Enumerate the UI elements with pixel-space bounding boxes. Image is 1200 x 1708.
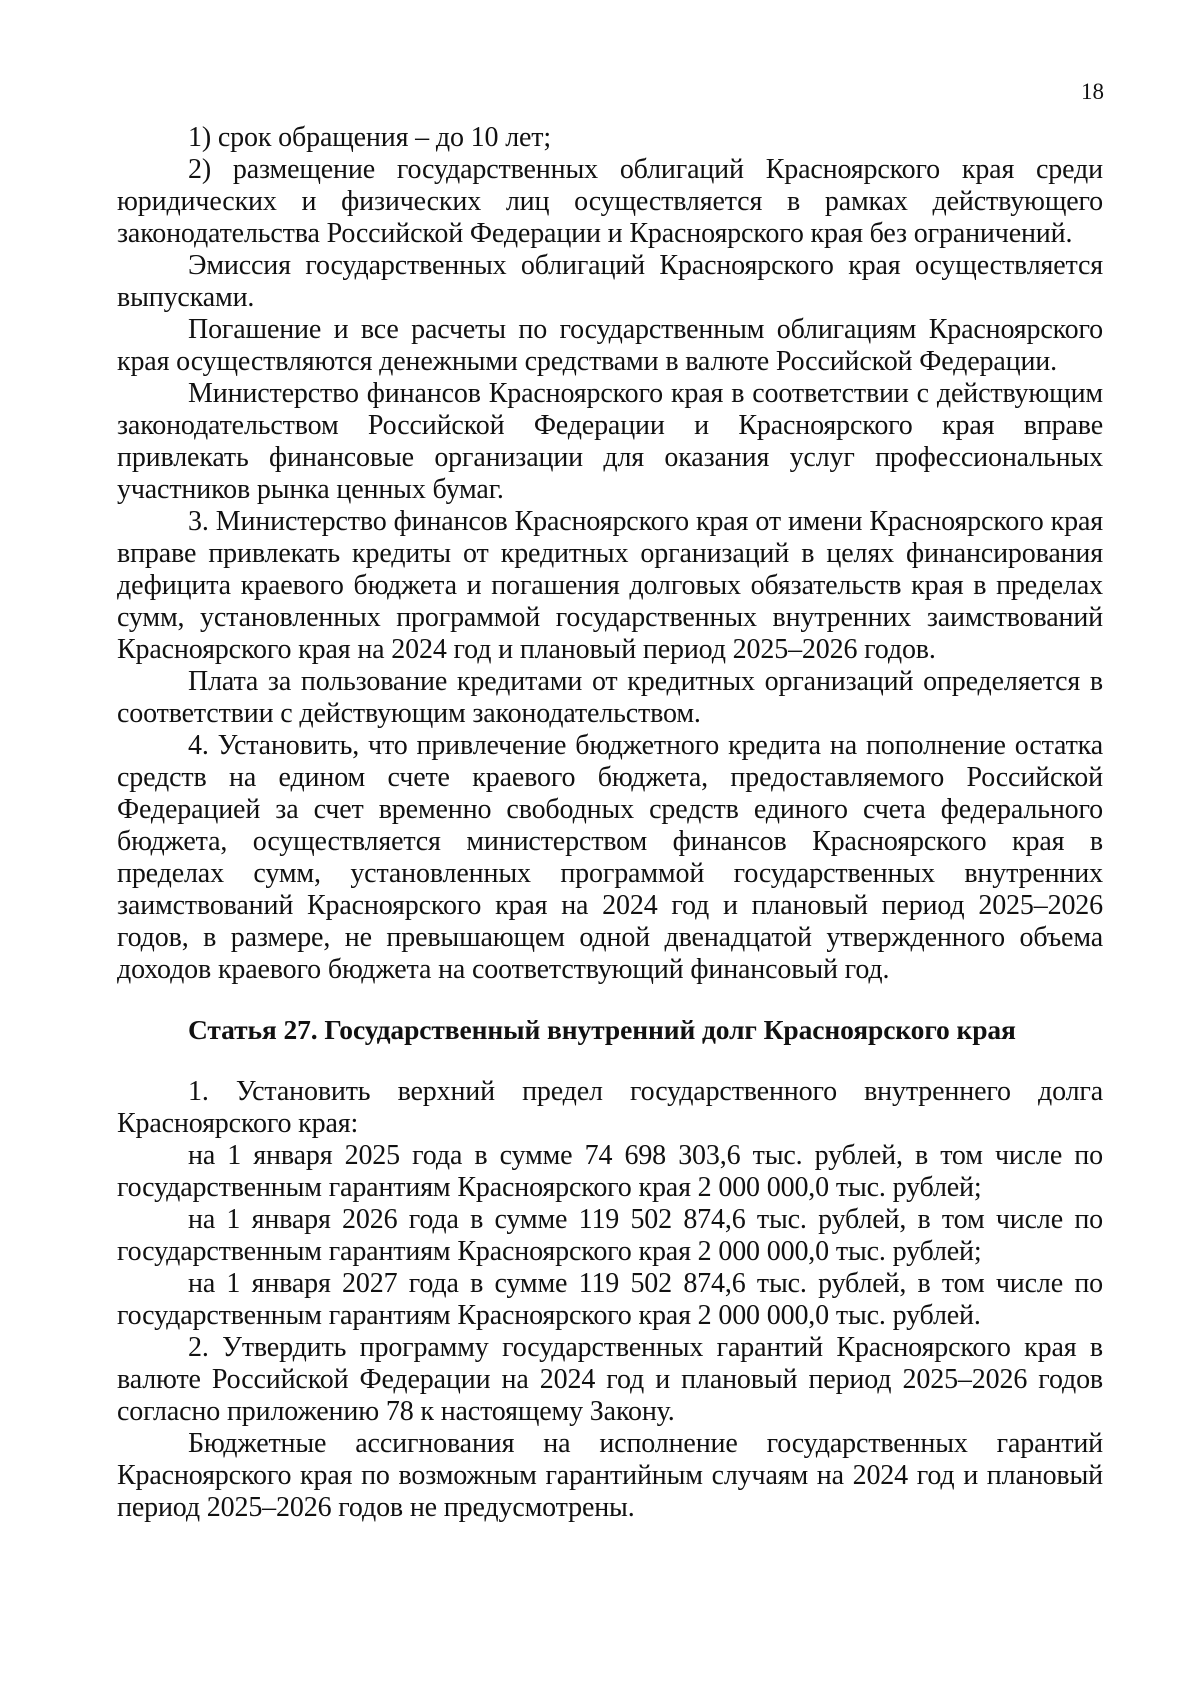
paragraph: Эмиссия государственных облигаций Красноярского края осуществляется выпусками. [117, 250, 1103, 313]
paragraph: 1. Установить верхний предел государственного внутреннего долга Красноярского края: [117, 1076, 1103, 1139]
paragraph: на 1 января 2025 года в сумме 74 698 303,6 тыс. рублей, в том числе по государственным гарантиям Красноярского края 2 000 000,0 тыс. рублей; [117, 1140, 1103, 1203]
paragraph: Погашение и все расчеты по государственным облигациям Красноярского края осуществляются денежными средствами в валюте Российской Федерации. [117, 314, 1103, 377]
paragraph: 1) срок обращения – до 10 лет; [188, 122, 552, 153]
paragraph: на 1 января 2026 года в сумме 119 502 874,6 тыс. рублей, в том числе по государственным гарантиям Красноярского края 2 000 000,0 тыс. рублей; [117, 1204, 1103, 1267]
paragraph: 3. Министерство финансов Красноярского края от имени Красноярского края вправе привлекать кредиты от кредитных организаций в целях финансирования дефицита краевого бюджета и погашения долговых обязательств края в пределах сумм, установленных программой государственных внутренних заимствований Красноярского края на 2024 год и плановый период 2025–2026 годов. [117, 506, 1103, 665]
paragraph: Бюджетные ассигнования на исполнение государственных гарантий Красноярского края по возможным гарантийным случаям на 2024 год и плановый период 2025–2026 годов не предусмотрены. [117, 1428, 1103, 1523]
document-body [117, 122, 1103, 1524]
paragraph: 4. Установить, что привлечение бюджетного кредита на пополнение остатка средств на едином счете краевого бюджета, предоставляемого Российской Федерацией за счет временно свободных средств единого счета федерального бюджета, осуществляется министерством финансов Красноярского края в пределах сумм, установленных программой государственных внутренних заимствований Красноярского края на 2024 год и плановый период 2025–2026 годов, в размере, не превышающем одной двенадцатой утвержденного объема доходов краевого бюджета на соответствующий финансовый год. [117, 730, 1103, 985]
paragraph: Министерство финансов Красноярского края в соответствии с действующим законодательством Российской Федерации и Красноярского края вправе привлекать финансовые организации для оказания услуг профессиональных участников рынка ценных бумаг. [117, 378, 1103, 505]
paragraph: Плата за пользование кредитами от кредитных организаций определяется в соответствии с действующим законодательством. [117, 666, 1103, 729]
paragraph: 2. Утвердить программу государственных гарантий Красноярского края в валюте Российской Федерации на 2024 год и плановый период 2025–2026 годов согласно приложению 78 к настоящему Закону. [117, 1332, 1103, 1427]
article-heading: Статья 27. Государственный внутренний долг Красноярского края [188, 1014, 1016, 1045]
paragraph: на 1 января 2027 года в сумме 119 502 874,6 тыс. рублей, в том числе по государственным гарантиям Красноярского края 2 000 000,0 тыс. рублей. [117, 1268, 1103, 1331]
paragraph: 2) размещение государственных облигаций Красноярского края среди юридических и физических лиц осуществляется в рамках действующего законодательства Российской Федерации и Красноярского края без ограничений. [117, 154, 1103, 249]
page-number: 18 [1081, 79, 1104, 104]
